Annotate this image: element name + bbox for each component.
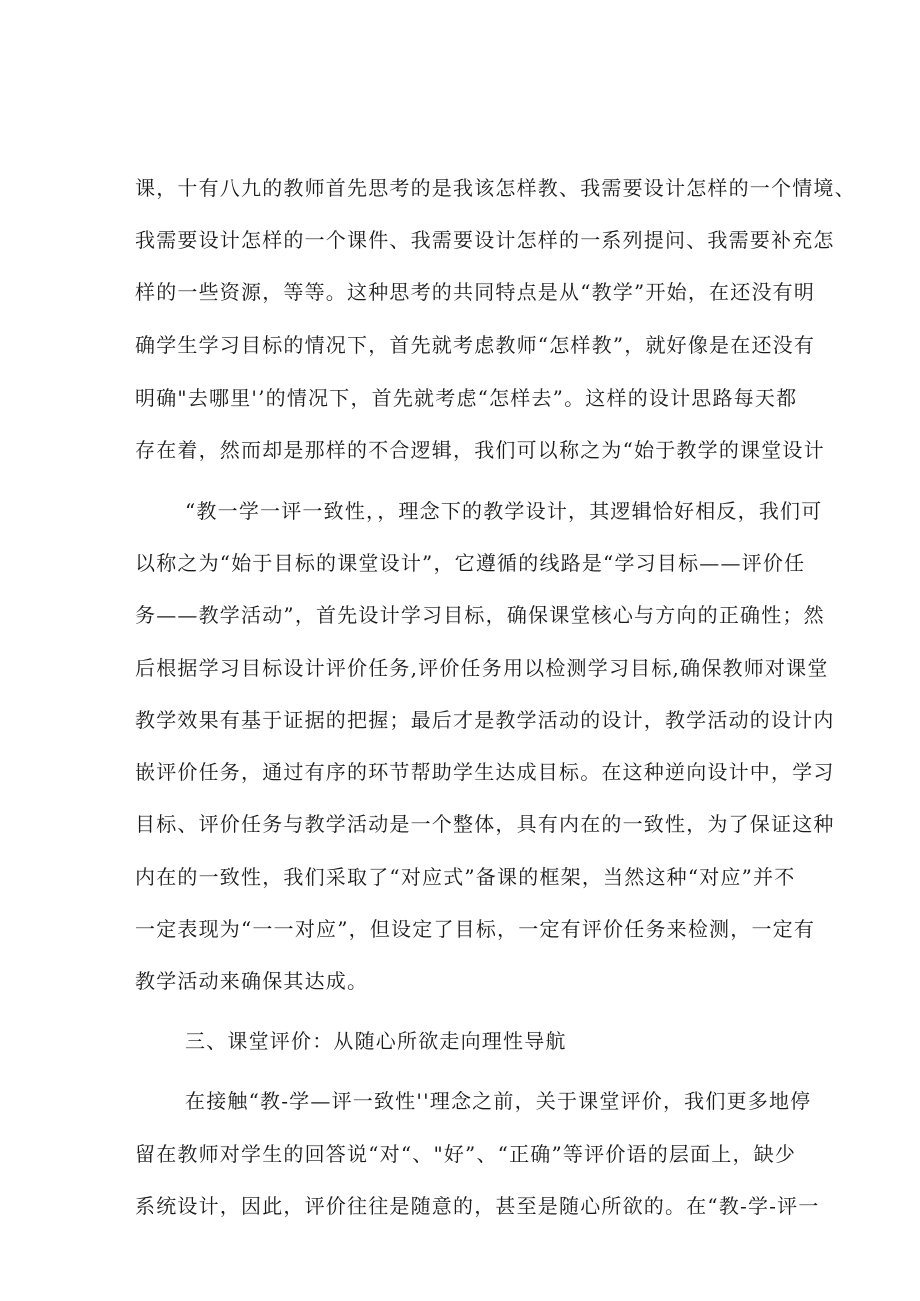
text-line: 教学活动来确保其达成。 bbox=[135, 969, 369, 993]
text-line: 内在的一致性，我们采取了“对应式”备课的框架，当然这种“对应”并不 bbox=[135, 865, 796, 889]
text-line: 留在教师对学生的回答说“对“、"好”、“正确”等评价语的层面上，缺少 bbox=[135, 1142, 797, 1166]
text-line: 以称之为“始于目标的课堂设计”，它遵循的线路是“学习目标——评价任 bbox=[135, 551, 806, 575]
paragraph-first-line: 在接触“教-学—评一致性''理念之前，关于课堂评价，我们更多地停 bbox=[185, 1089, 812, 1113]
text-line: 存在着，然而却是那样的不合逻辑，我们可以称之为“始于教学的课堂设计 bbox=[135, 438, 825, 462]
section-heading: 三、课堂评价：从随心所欲走向理性导航 bbox=[185, 1029, 567, 1053]
paragraph-first-line: “教一学一评一致性，，理念下的教学设计，其逻辑恰好相反，我们可 bbox=[185, 499, 823, 523]
text-line: 目标、评价任务与教学活动是一个整体，具有内在的一致性，为了保证这种 bbox=[135, 812, 835, 836]
text-line: 嵌评价任务，通过有序的环节帮助学生达成目标。在这种逆向设计中，学习 bbox=[135, 760, 835, 784]
text-line: 一定表现为“一一对应”，但设定了目标，一定有评价任务来检测，一定有 bbox=[135, 917, 816, 941]
text-line: 我需要设计怎样的一个课件、我需要设计怎样的一系列提问、我需要补充怎 bbox=[135, 228, 835, 252]
text-line: 明确"去哪里'’的情况下，首先就考虑“怎样去”。这样的设计思路每天都 bbox=[135, 386, 798, 410]
text-line: 确学生学习目标的情况下，首先就考虑教师“怎样教”，就好像是在还没有 bbox=[135, 333, 816, 357]
text-line: 后根据学习目标设计评价任务,评价任务用以检测学习目标,确保教师对课堂 bbox=[135, 656, 829, 680]
text-line: 务——教学活动”，首先设计学习目标，确保课堂核心与方向的正确性；然 bbox=[135, 603, 825, 627]
text-line: 教学效果有基于证据的把握；最后才是教学活动的设计，教学活动的设计内 bbox=[135, 708, 835, 732]
text-line: 课，十有八九的教师首先思考的是我该怎样教、我需要设计怎样的一个情境、 bbox=[135, 176, 856, 200]
text-line: 样的一些资源，等等。这种思考的共同特点是从“教学”开始，在还没有明 bbox=[135, 280, 816, 304]
text-line: 系统设计，因此，评价往往是随意的，甚至是随心所欲的。在“教-学-评一 bbox=[135, 1194, 820, 1218]
